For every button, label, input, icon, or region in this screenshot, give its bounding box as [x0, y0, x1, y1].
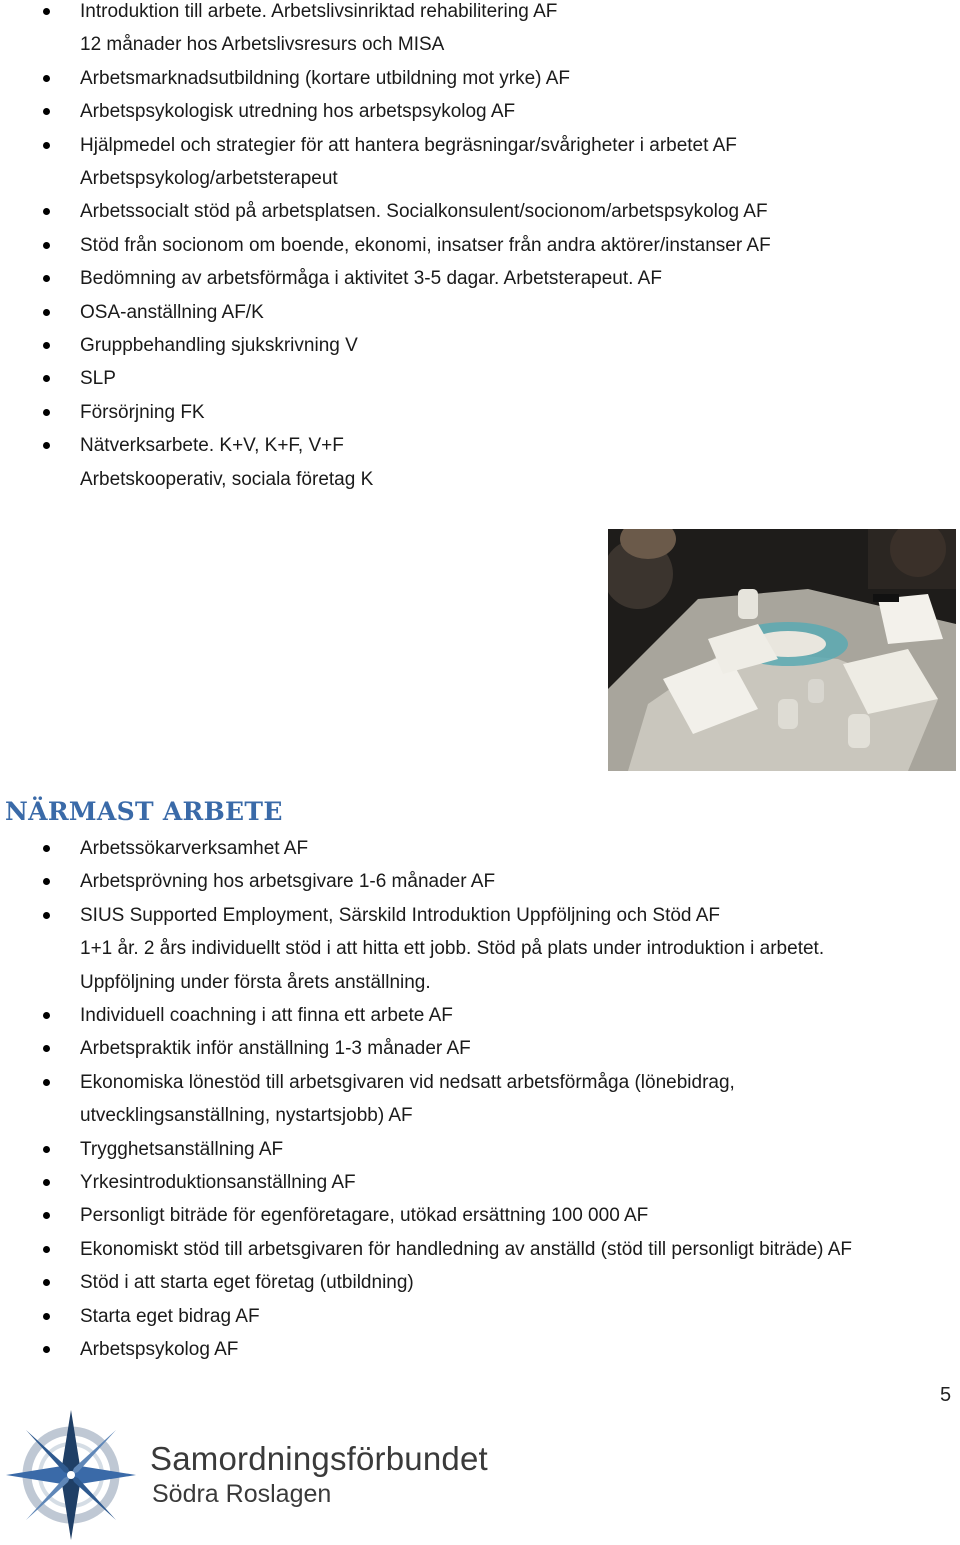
bullet-icon — [43, 1212, 50, 1219]
list-item-text: Gruppbehandling sjukskrivning V — [80, 335, 358, 357]
service-list-bottom — [0, 832, 960, 1367]
bullet-icon — [43, 1146, 50, 1153]
bullet-icon — [43, 1045, 50, 1052]
list-item-text: SIUS Supported Employment, Särskild Introduktion Uppföljning och Stöd AF — [80, 904, 721, 926]
list-item — [0, 1300, 960, 1333]
bullet-icon — [43, 442, 50, 449]
page-number: 5 — [940, 1384, 952, 1406]
list-item — [0, 832, 960, 865]
list-item — [0, 296, 960, 329]
list-item-continuation: Arbetskooperativ, sociala företag K — [80, 468, 374, 490]
bullet-icon — [43, 275, 50, 282]
list-item-text: Arbetspraktik inför anställning 1-3 månader AF — [80, 1038, 471, 1060]
list-item-text: Introduktion till arbete. Arbetslivsinriktad rehabilitering AF — [80, 1, 558, 22]
list-item — [0, 195, 960, 228]
list-item-text: Personligt biträde för egenföretagare, utökad ersättning 100 000 AF — [80, 1205, 649, 1227]
bullet-icon — [43, 878, 50, 885]
list-item-text: Individuell coachning i att finna ett arbete AF — [80, 1005, 453, 1027]
bullet-icon — [43, 375, 50, 382]
list-item-text: Arbetssocialt stöd på arbetsplatsen. Socialkonsulent/socionom/arbetspsykolog AF — [80, 201, 768, 223]
list-item — [0, 899, 960, 999]
list-item — [0, 1266, 960, 1299]
list-item — [0, 62, 960, 95]
bullet-icon — [43, 1346, 50, 1353]
bullet-icon — [43, 1313, 50, 1320]
list-item-text: Arbetsmarknadsutbildning (kortare utbildning mot yrke) AF — [80, 67, 571, 89]
list-item-text: Arbetspsykolog AF — [80, 1339, 239, 1361]
list-item — [0, 0, 960, 62]
list-item-text: Stöd från socionom om boende, ekonomi, insatser från andra aktörer/instanser AF — [80, 234, 771, 256]
list-item-text: Ekonomiska lönestöd till arbetsgivaren vid nedsatt arbetsförmåga (lönebidrag, — [80, 1071, 735, 1093]
bullet-icon — [43, 845, 50, 852]
bullet-icon — [43, 309, 50, 316]
bullet-icon — [43, 108, 50, 115]
list-item-text: Trygghetsanställning AF — [80, 1138, 284, 1160]
list-item — [0, 1166, 960, 1199]
footer-org-name: Samordningsförbundet — [150, 1440, 488, 1477]
list-item — [0, 1133, 960, 1166]
list-item-text: SLP — [80, 368, 116, 390]
list-item-text: Starta eget bidrag AF — [80, 1305, 260, 1327]
list-item-text: Hjälpmedel och strategier för att hantera begräsningar/svårigheter i arbetet AF — [80, 134, 737, 156]
list-item — [0, 262, 960, 295]
bullet-icon — [43, 409, 50, 416]
bullet-icon — [43, 1079, 50, 1086]
service-list-top — [0, 0, 960, 496]
list-item-text: Bedömning av arbetsförmåga i aktivitet 3-5 dagar. Arbetsterapeut. AF — [80, 268, 662, 290]
photo-illustration — [608, 529, 956, 771]
meeting-table-photo — [608, 529, 956, 771]
bullet-icon — [43, 142, 50, 149]
list-item — [0, 1199, 960, 1232]
list-item — [0, 865, 960, 898]
list-item — [0, 1333, 960, 1366]
list-item — [0, 429, 960, 496]
list-item-text: Arbetssökarverksamhet AF — [80, 838, 309, 859]
bullet-icon — [43, 342, 50, 349]
section-heading: NÄRMAST ARBETE — [5, 797, 283, 826]
list-item — [0, 1233, 960, 1266]
list-item-continuation: 12 månader hos Arbetslivsresurs och MISA — [80, 34, 445, 56]
list-item — [0, 229, 960, 262]
list-item-text: OSA-anställning AF/K — [80, 301, 264, 323]
bullet-icon — [43, 912, 50, 919]
list-item-text: Ekonomiskt stöd till arbetsgivaren för handledning av anställd (stöd till personligt biträde) AF — [80, 1238, 853, 1260]
bullet-icon — [43, 208, 50, 215]
bullet-icon — [43, 1179, 50, 1186]
list-item — [0, 1032, 960, 1065]
list-item-continuation: utvecklingsanställning, nystartsjobb) AF — [80, 1105, 413, 1127]
list-item — [0, 95, 960, 128]
list-item-text: Arbetspsykologisk utredning hos arbetspsykolog AF — [80, 101, 516, 123]
list-item-text: Arbetsprövning hos arbetsgivare 1-6 månader AF — [80, 871, 496, 893]
list-item-text: Försörjning FK — [80, 401, 205, 423]
bullet-icon — [43, 242, 50, 249]
list-item — [0, 999, 960, 1032]
list-item-continuation: Uppföljning under första årets anställning. — [80, 971, 431, 993]
list-item — [0, 1066, 960, 1133]
bullet-icon — [43, 8, 50, 15]
list-item — [0, 329, 960, 362]
list-item-text: Stöd i att starta eget företag (utbildning) — [80, 1272, 414, 1294]
compass-star-icon — [6, 1410, 136, 1540]
bullet-icon — [43, 1012, 50, 1019]
list-item-text: Yrkesintroduktionsanställning AF — [80, 1172, 356, 1194]
bullet-icon — [43, 1246, 50, 1253]
list-item-text: Nätverksarbete. K+V, K+F, V+F — [80, 435, 344, 457]
bullet-icon — [43, 1279, 50, 1286]
list-item — [0, 362, 960, 395]
bullet-icon — [43, 75, 50, 82]
list-item — [0, 129, 960, 196]
list-item-continuation: Arbetspsykolog/arbetsterapeut — [80, 168, 338, 190]
footer-org-region: Södra Roslagen — [152, 1480, 332, 1508]
list-item — [0, 396, 960, 429]
list-item-continuation: 1+1 år. 2 års individuellt stöd i att hitta ett jobb. Stöd på plats under introduktion i arbetet. — [80, 938, 825, 960]
